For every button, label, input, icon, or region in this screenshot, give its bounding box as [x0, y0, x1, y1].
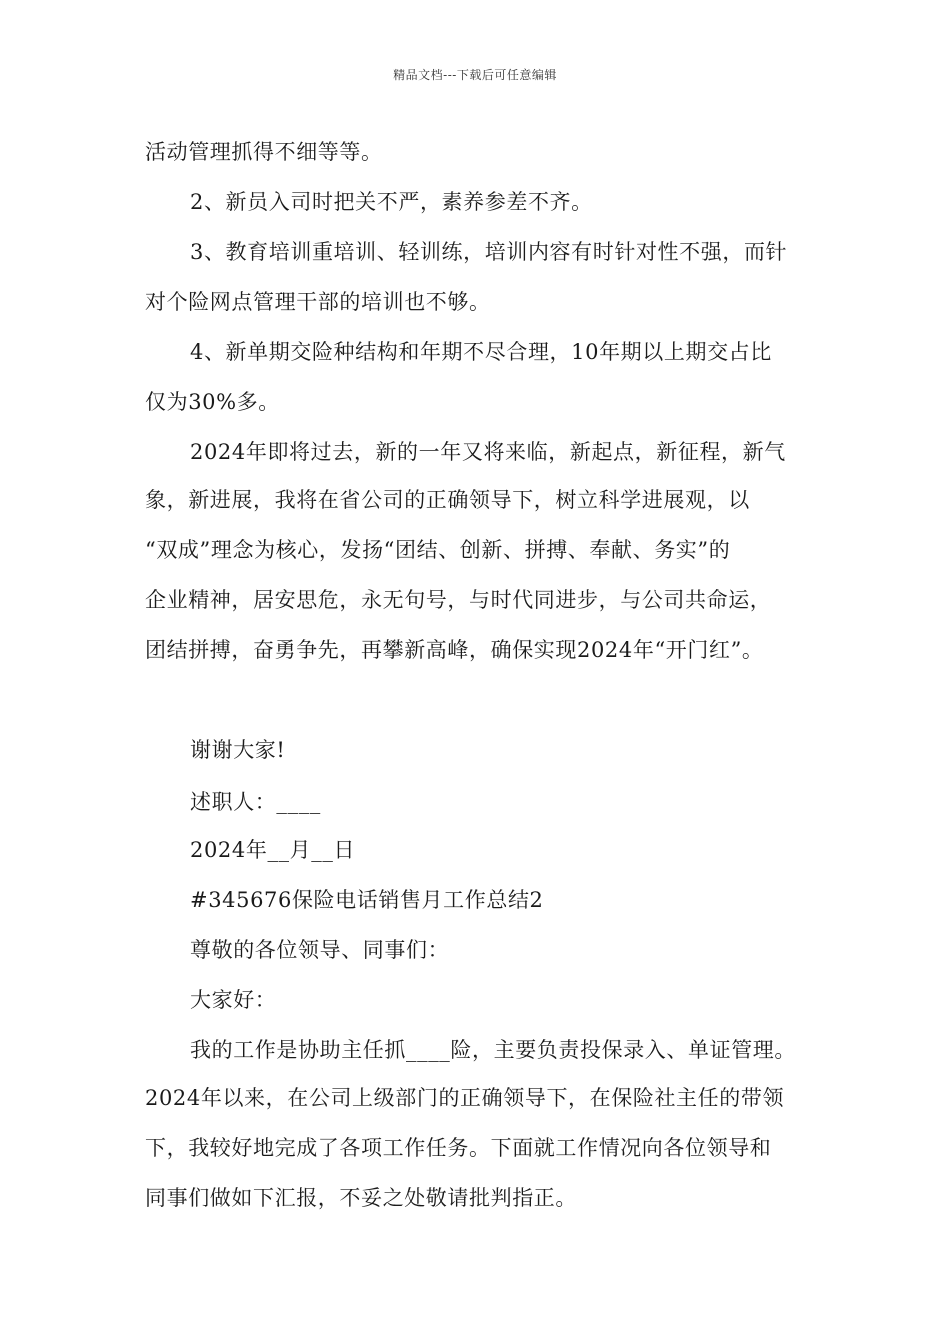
body-line: 2、新员入司时把关不严，素养参差不齐。	[190, 190, 593, 214]
body-line: 企业精神，居安思危，永无句号，与时代同进步，与公司共命运，	[145, 588, 772, 612]
salutation: 尊敬的各位领导、同事们：	[190, 938, 450, 962]
section-title: #345676保险电话销售月工作总结2	[190, 888, 544, 912]
body-line: 象，新进展，我将在省公司的正确领导下，树立科学进展观，以	[145, 488, 750, 512]
body-line: 2024年以来，在公司上级部门的正确领导下，在保险社主任的带领	[145, 1086, 785, 1110]
page-header: 精品文档---下载后可任意编辑	[393, 68, 557, 82]
signature-line: 述职人：____	[190, 790, 321, 814]
closing-thanks: 谢谢大家!	[190, 738, 286, 762]
body-line: 4、新单期交险种结构和年期不尽合理，10年期以上期交占比	[190, 340, 772, 364]
body-line: 我的工作是协助主任抓____险，主要负责投保录入、单证管理。	[190, 1038, 796, 1062]
body-line: 对个险网点管理干部的培训也不够。	[145, 290, 491, 314]
body-line: “双成”理念为核心，发扬“团结、创新、拼搏、奉献、务实”的	[145, 538, 731, 562]
body-line: 仅为30%多。	[145, 390, 280, 414]
date-line: 2024年__月__日	[190, 838, 356, 862]
body-line: 团结拼搏，奋勇争先，再攀新高峰，确保实现2024年“开门红”。	[145, 638, 764, 662]
body-line: 活动管理抓得不细等等。	[145, 140, 383, 164]
body-line: 2024年即将过去，新的一年又将来临，新起点，新征程，新气	[190, 440, 786, 464]
body-line: 下，我较好地完成了各项工作任务。下面就工作情况向各位领导和	[145, 1136, 772, 1160]
body-line: 3、教育培训重培训、轻训练，培训内容有时针对性不强，而针	[190, 240, 788, 264]
body-line: 同事们做如下汇报，不妥之处敬请批判指正。	[145, 1186, 577, 1210]
greeting: 大家好：	[190, 988, 277, 1012]
